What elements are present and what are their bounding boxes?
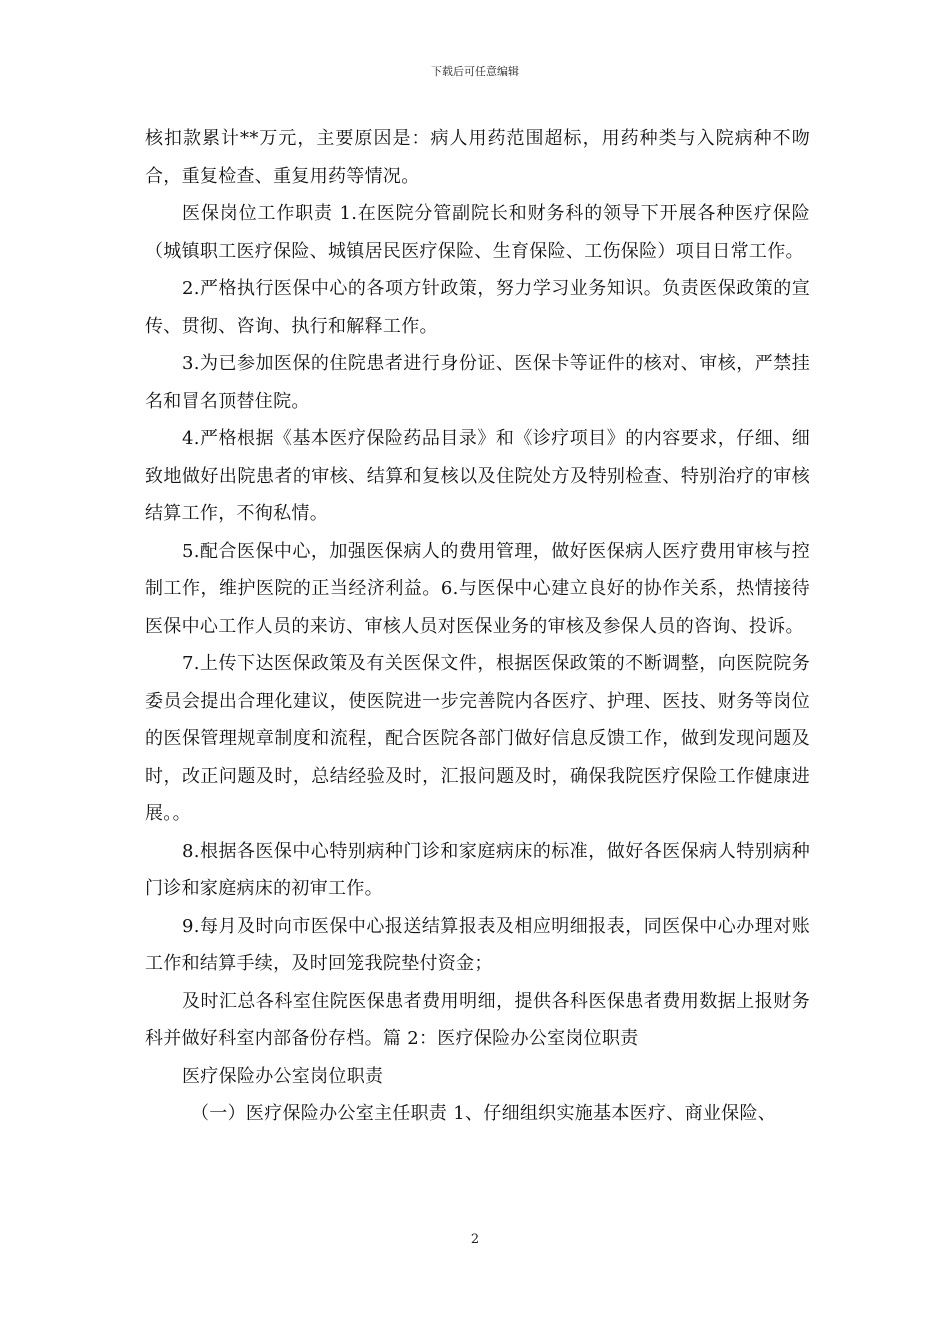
paragraph-duties-2: 2.严格执行医保中心的各项方针政策，努力学习业务知识。负责医保政策的宣传、贯彻、咨询、执行和解释工作。 — [145, 278, 810, 337]
paragraph-summary: 及时汇总各科室住院医保患者费用明细，提供各科医保患者费用数据上报财务科并做好科室内部备份存档。篇 2：医疗保险办公室岗位职责 — [145, 990, 810, 1049]
section-heading: 医疗保险办公室岗位职责 — [182, 1065, 384, 1087]
paragraph-duties-4: 4.严格根据《基本医疗保险药品目录》和《诊疗项目》的内容要求，仔细、细致地做好出院患者的审核、结算和复核以及住院处方及特别检查、特别治疗的审核结算工作，不徇私情。 — [145, 428, 810, 524]
page-header-note: 下载后可任意编辑 — [431, 65, 519, 78]
paragraph-director-duties: （一）医疗保险办公室主任职责 1、仔细组织实施基本医疗、商业保险、 — [191, 1103, 777, 1124]
paragraph-duties-1: 医保岗位工作职责 1.在医院分管副院长和财务科的领导下开展各种医疗保险（城镇职工医疗保险、城镇居民医疗保险、生育保险、工伤保险）项目日常工作。 — [145, 203, 810, 262]
paragraph-continuation: 核扣款累计**万元，主要原因是：病人用药范围超标，用药种类与入院病种不吻合，重复检查、重复用药等情况。 — [145, 128, 810, 187]
paragraph-duties-9: 9.每月及时向市医保中心报送结算报表及相应明细报表，同医保中心办理对账工作和结算手续，及时回笼我院垫付资金； — [145, 915, 810, 974]
paragraph-duties-3: 3.为已参加医保的住院患者进行身份证、医保卡等证件的核对、审核，严禁挂名和冒名顶替住院。 — [145, 353, 810, 412]
paragraph-duties-8: 8.根据各医保中心特别病种门诊和家庭病床的标准，做好各医保病人特别病种门诊和家庭病床的初审工作。 — [145, 840, 810, 899]
document-body — [145, 120, 810, 1133]
paragraph-duties-7: 7.上传下达医保政策及有关医保文件，根据医保政策的不断调整，向医院院务委员会提出合理化建议，使医院进一步完善院内各医疗、护理、医技、财务等岗位的医保管理规章制度和流程，配合医院各部门做好信息反馈工作，做到发现问题及时，改正问题及时，总结经验及时，汇报问题及时，确保我院医疗保险工作健康进展。。 — [145, 653, 810, 824]
page-number: 2 — [470, 1232, 480, 1247]
paragraph-duties-5-6: 5.配合医保中心，加强医保病人的费用管理，做好医保病人医疗费用审核与控制工作，维护医院的正当经济利益。6.与医保中心建立良好的协作关系，热情接待医保中心工作人员的来访、审核人员对医保业务的审核及参保人员的咨询、投诉。 — [145, 540, 810, 637]
